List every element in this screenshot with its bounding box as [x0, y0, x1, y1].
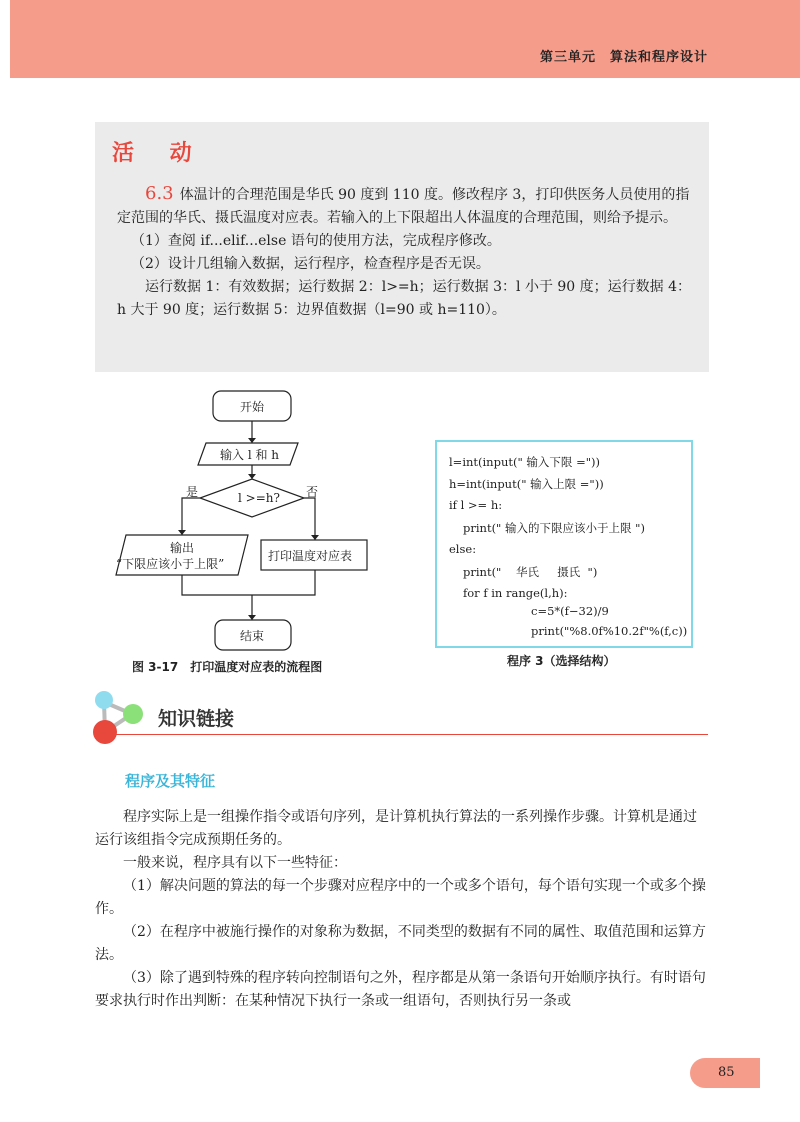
print-label: 打印温度对应表 [268, 549, 353, 563]
body-paragraph: （1）解决问题的算法的每一个步骤对应程序中的一个或多个语句，每个语句实现一个或多个操作。 [95, 878, 706, 917]
input-label: 输入 l 和 h [220, 448, 280, 462]
code-line: if l >= h: [449, 498, 503, 512]
code-line: print("%8.0f%10.2f"%(f,c)) [531, 624, 688, 638]
activity-text: 体温计的合理范围是华氏 90 度到 110 度。修改程序 3，打印供医务人员使用的指定范围的华氏、摄氏温度对应表。若输入的上下限超出人体温度的合理范围，则给予提示。 [117, 187, 690, 226]
output-label-2: “下限应该小于上限” [116, 557, 225, 571]
code-caption: 程序 3（选择结构） [507, 654, 616, 668]
page-number-tab [690, 1058, 760, 1088]
activity-title: 活 动 [112, 141, 206, 166]
code-line: h=int(input(" 输入上限 =")) [449, 477, 604, 491]
activity-number: 6.3 [145, 183, 174, 204]
page-header [10, 0, 800, 78]
code-line: l=int(input(" 输入下限 =")) [449, 455, 600, 469]
activity-body [117, 182, 693, 322]
flowchart [108, 385, 378, 660]
activity-item-2: （2）设计几组输入数据，运行程序，检查程序是否无误。 [131, 256, 490, 272]
molecule-icon [90, 688, 150, 746]
code-line: print(" 华氏 摄氏 ") [463, 565, 598, 579]
section-title: 程序及其特征 [125, 772, 216, 790]
activity-item-1: （1）查阅 if...elif...else 语句的使用方法，完成程序修改。 [131, 233, 501, 249]
body-text [95, 806, 709, 1013]
start-label: 开始 [240, 400, 265, 414]
code-line: else: [449, 542, 477, 556]
knowledge-title: 知识链接 [158, 708, 235, 730]
flowchart-shapes [108, 385, 378, 660]
code-line: c=5*(f−32)/9 [531, 604, 609, 618]
code-line: for f in range(l,h): [463, 586, 568, 600]
output-label-1: 输出 [170, 541, 195, 555]
body-paragraph: （3）除了遇到特殊的程序转向控制语句之外，程序都是从第一条语句开始顺序执行。有时语句要求执行时作出判断：在某种情况下执行一条或一组语句，否则执行另一条或 [95, 970, 706, 1009]
flowchart-caption: 图 3-17 打印温度对应表的流程图 [132, 660, 323, 674]
knowledge-divider [116, 734, 708, 735]
unit-title: 第三单元 算法和程序设计 [539, 50, 708, 65]
body-paragraph: （2）在程序中被施行操作的对象称为数据，不同类型的数据有不同的属性、取值范围和运算方法。 [95, 924, 706, 963]
activity-item-3: 运行数据 1：有效数据；运行数据 2：l>=h；运行数据 3：l 小于 90 度；运行数据 4：h 大于 90 度；运行数据 5：边界值数据（l=90 或 h=110）。 [117, 279, 692, 318]
end-label: 结束 [240, 629, 265, 643]
code-box [435, 440, 693, 648]
yes-label: 是 [186, 485, 199, 499]
condition-label: l >=h? [238, 491, 280, 505]
activity-box [95, 122, 709, 372]
activity-paragraph [117, 182, 693, 230]
body-paragraph: 一般来说，程序具有以下一些特征： [123, 855, 347, 871]
code-line: print(" 输入的下限应该小于上限 ") [463, 521, 645, 535]
body-paragraph: 程序实际上是一组操作指令或语句序列，是计算机执行算法的一系列操作步骤。计算机是通过运行该组指令完成预期任务的。 [95, 809, 697, 848]
no-label: 否 [306, 485, 319, 499]
page-number: 85 [718, 1065, 735, 1080]
